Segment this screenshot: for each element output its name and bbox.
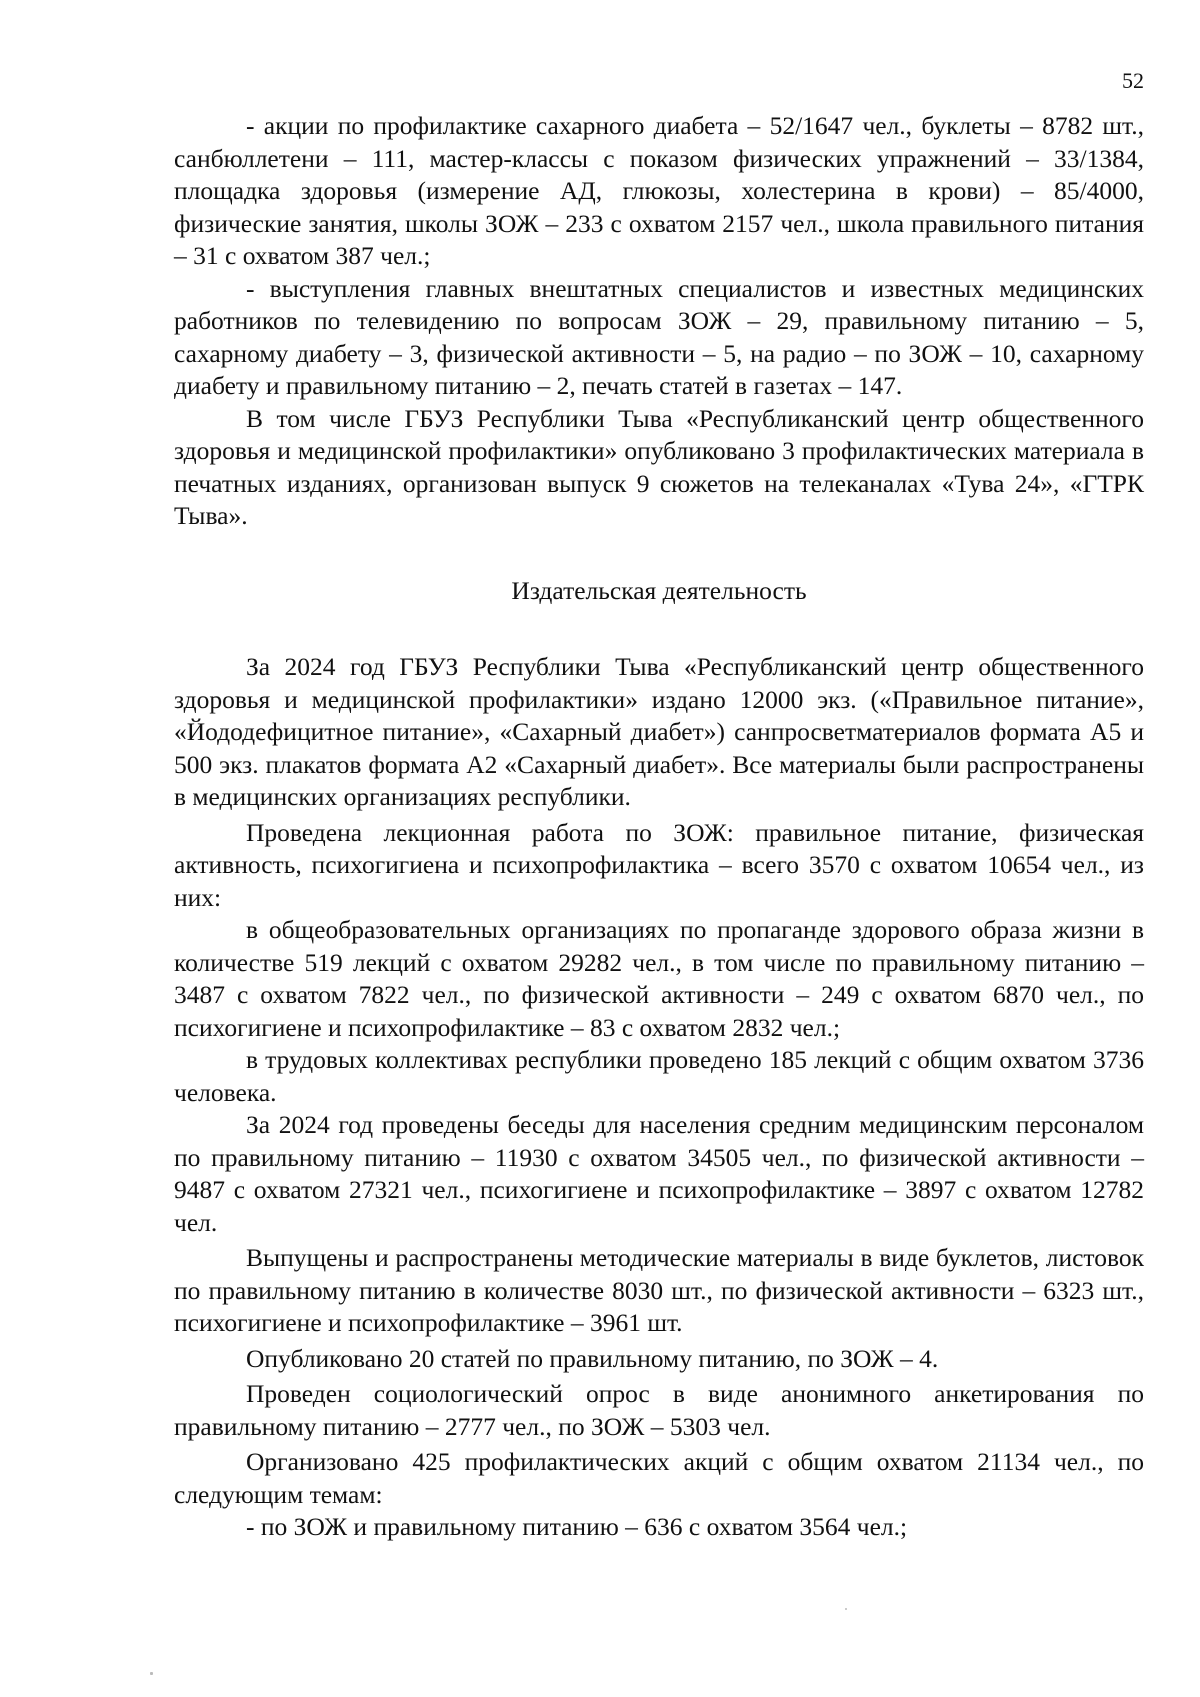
page-number: 52 (1122, 68, 1144, 93)
section-heading: Издательская деятельность (511, 575, 807, 605)
paragraph-lectures-workplaces: в трудовых коллективах республики проведено 185 лекций с общим охватом 3736 человека. (174, 1045, 1144, 1107)
paragraph-survey: Проведен социологический опрос в виде анонимного анкетирования по правильному питанию – 2777 чел., по ЗОЖ – 5303 чел. (174, 1379, 1144, 1441)
document-body (174, 110, 1144, 1544)
paragraph-nurse-talks: За 2024 год проведены беседы для населения средним медицинским персоналом по правильному питанию – 11930 с охватом 34505 чел., по физической активности – 9487 с охватом 27321 чел., психогигиене и психопрофилактике – 3897 с охватом 12782 чел. (174, 1110, 1144, 1237)
paragraph-center-publications: В том числе ГБУЗ Республики Тыва «Республиканский центр общественного здоровья и медицинской профилактики» опубликовано 3 профилактических материала в печатных изданиях, организован выпуск 9 сюжетов на телеканалах «Тува 24», «ГТРК Тыва». (174, 403, 1144, 530)
paragraph-printed-materials: За 2024 год ГБУЗ Республики Тыва «Республиканский центр общественного здоровья и медицинской профилактики» издано 12000 экз. («Правильное питание», «Йододефицитное питание», «Сахарный диабет») санпросветматериалов формата А5 и 500 экз. плакатов формата А2 «Сахарный диабет». Все материалы были распространены в медицинских организациях республики. (174, 652, 1144, 811)
paragraph-lectures-schools: в общеобразовательных организациях по пропаганде здорового образа жизни в количестве 519 лекций с охватом 29282 чел., в том числе по правильному питанию – 3487 с охватом 7822 чел., по физической активности – 249 с охватом 6870 чел., по психогигиене и психопрофилактике – 83 с охватом 2832 чел.; (174, 915, 1144, 1042)
paragraph-tv-radio-appearances: - выступления главных внештатных специалистов и известных медицинских работников по телевидению по вопросам ЗОЖ – 29, правильному питанию – 5, сахарному диабету – 3, физической активности – 5, на радио – по ЗОЖ – 10, сахарному диабету и правильному питанию – 2, печать статей в газетах – 147. (174, 273, 1144, 400)
scan-artifact (150, 1672, 153, 1675)
paragraph-methodical-materials: Выпущены и распространены методические материалы в виде буклетов, листовок по правильному питанию в количестве 8030 шт., по физической активности – 6323 шт., психогигиене и психопрофилактике – 3961 шт. (174, 1243, 1144, 1337)
paragraph-articles: Опубликовано 20 статей по правильному питанию, по ЗОЖ – 4. (246, 1343, 939, 1373)
paragraph-diabetes-actions: - акции по профилактике сахарного диабета – 52/1647 чел., буклеты – 8782 шт., санбюллетени – 111, мастер-классы с показом физических упражнений – 33/1384, площадка здоровья (измерение АД, глюкозы, холестерина в крови) – 85/4000, физические занятия, школы ЗОЖ – 233 с охватом 2157 чел., школа правильного питания – 31 с охватом 387 чел.; (174, 111, 1144, 270)
paragraph-healthy-lifestyle-actions: - по ЗОЖ и правильному питанию – 636 с охватом 3564 чел.; (246, 1512, 908, 1541)
paragraph-lectures-total: Проведена лекционная работа по ЗОЖ: правильное питание, физическая активность, психогигиена и психопрофилактика – всего 3570 с охватом 10654 чел., из них: (174, 817, 1144, 912)
paragraph-prevention-actions: Организовано 425 профилактических акций с общим охватом 21134 чел., по следующим темам: (174, 1447, 1144, 1509)
scan-artifact (845, 1608, 847, 1610)
